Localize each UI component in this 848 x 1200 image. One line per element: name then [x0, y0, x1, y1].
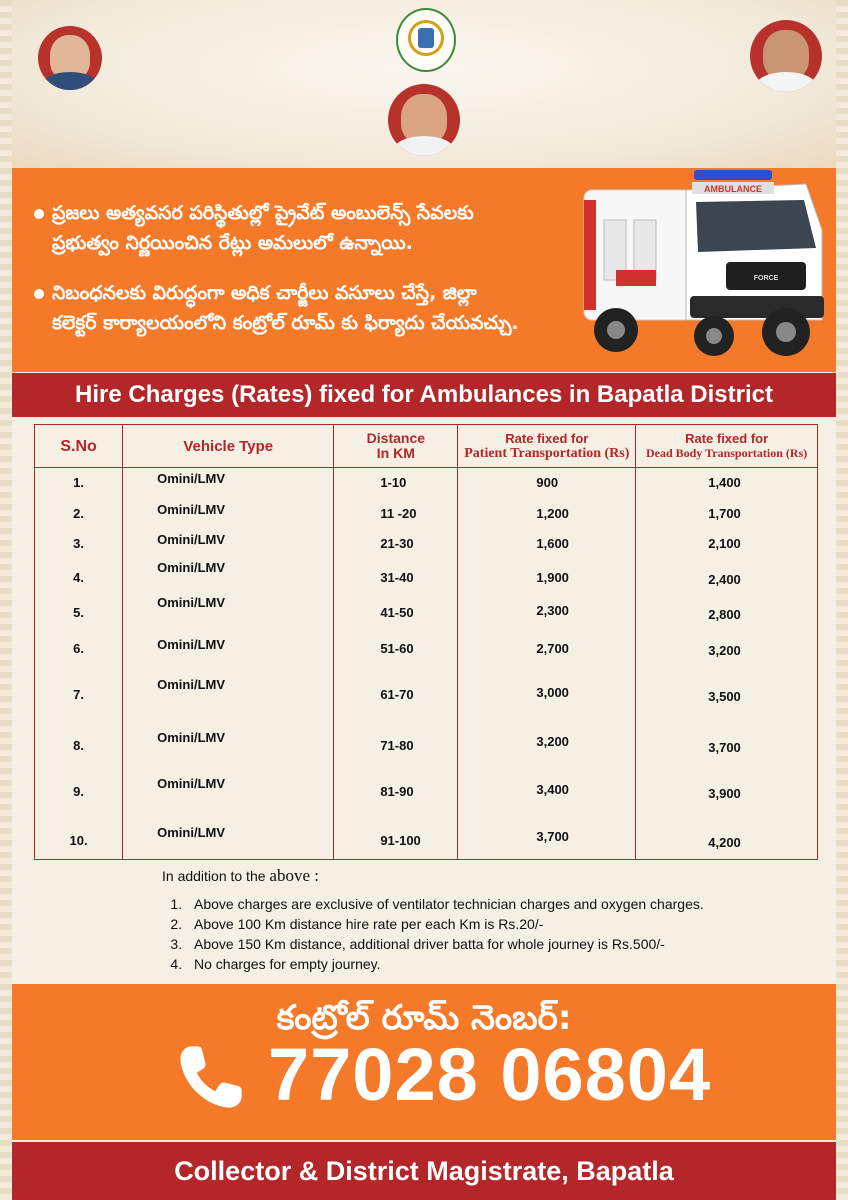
row-sno: 8.	[73, 738, 84, 754]
row-vehicle-type: Omini/LMV	[157, 594, 226, 610]
row-deadbody-rate: 1,400	[708, 475, 741, 491]
notes-section	[162, 866, 704, 974]
row-distance: 81-90	[380, 784, 414, 800]
row-sno: 1.	[73, 475, 84, 491]
row-patient-rate: 1,900	[536, 569, 569, 585]
row-vehicle-type: Omini/LMV	[157, 677, 226, 693]
notes-intro-prefix: In addition to the	[162, 868, 266, 884]
row-distance: 11 -20	[380, 505, 417, 521]
row-sno: 6.	[73, 640, 84, 656]
row-patient-rate: 3,700	[536, 828, 569, 844]
footer-authority: Collector & District Magistrate, Bapatla	[12, 1142, 836, 1200]
row-sno: 3.	[73, 536, 84, 552]
row-deadbody-rate: 2,400	[708, 571, 741, 587]
control-room-label: కంట్రోల్ రూమ్ నెంబర్:	[276, 998, 572, 1038]
row-vehicle-type: Omini/LMV	[157, 471, 226, 487]
page-title: Hire Charges (Rates) fixed for Ambulances in Bapatla District	[12, 373, 836, 417]
header	[12, 0, 836, 168]
header-distance-l2: In KM	[376, 445, 415, 461]
row-patient-rate: 1,200	[536, 505, 569, 521]
table-row	[35, 559, 818, 592]
row-deadbody-rate: 2,100	[708, 536, 741, 552]
table-header-row	[35, 425, 818, 468]
header-patient-rate	[458, 425, 636, 468]
row-vehicle-type: Omini/LMV	[157, 776, 226, 792]
row-sno: 5.	[73, 604, 84, 620]
note-item: 1. Above charges are exclusive of ventilator technician charges and oxygen charges.	[186, 894, 704, 914]
notes-intro	[162, 866, 704, 886]
row-patient-rate: 1,600	[536, 536, 569, 552]
row-patient-rate: 2,300	[536, 602, 569, 618]
notice-bullet-1-line2: ప్రభుత్వం నిర్ణయించిన రేట్లు అమలులో ఉన్నాయి.	[52, 232, 413, 254]
notice-bullet-2-line2: కలెక్టర్ కార్యాలయంలోని కంట్రోల్ రూమ్ కు ఫిర్యాదు చేయవచ్చు.	[52, 312, 519, 334]
header-distance-l1: Distance	[366, 430, 426, 446]
table-row	[35, 814, 818, 860]
rates-table	[34, 424, 818, 860]
row-vehicle-type: Omini/LMV	[157, 559, 226, 575]
table-row	[35, 592, 818, 629]
decorative-border-right	[836, 0, 848, 1200]
row-vehicle-type: Omini/LMV	[157, 730, 226, 746]
row-distance: 51-60	[380, 640, 414, 656]
state-emblem-icon	[396, 8, 456, 72]
header-patient-rate-l1: Rate fixed for	[505, 431, 589, 446]
note-item: 4. No charges for empty journey.	[186, 954, 704, 974]
row-vehicle-type: Omini/LMV	[157, 636, 226, 652]
header-deadbody-rate-l1: Rate fixed for	[685, 431, 769, 446]
row-vehicle-type: Omini/LMV	[157, 501, 226, 517]
notice-bullet-2-line1: నిబంధనలకు విరుద్ధంగా అధిక చార్జీలు వసూలు చేస్తే, జిల్లా	[52, 282, 477, 304]
row-sno: 9.	[73, 784, 84, 800]
header-deadbody-rate-l2: Dead Body Transportation (Rs)	[646, 446, 808, 460]
leader-portrait-center	[388, 84, 460, 156]
row-patient-rate: 3,000	[536, 685, 569, 701]
ambulance-image	[576, 170, 828, 366]
row-deadbody-rate: 3,200	[708, 642, 741, 658]
phone-icon	[176, 1042, 246, 1112]
table-row	[35, 498, 818, 528]
notice-bullet-2	[34, 278, 519, 338]
row-sno: 7.	[73, 687, 84, 703]
ambulance-bumper-text: FORCE	[753, 275, 779, 282]
table-row	[35, 668, 818, 718]
decorative-border-left	[0, 0, 12, 1200]
row-sno: 10.	[69, 832, 88, 848]
contact-band	[12, 984, 836, 1140]
row-deadbody-rate: 4,200	[708, 834, 741, 850]
row-patient-rate: 3,400	[536, 782, 569, 798]
row-deadbody-rate: 1,700	[708, 505, 741, 521]
notes-list	[162, 894, 704, 974]
ambulance-sign-text: AMBULANCE	[704, 184, 762, 194]
row-sno: 2.	[73, 505, 84, 521]
header-distance	[334, 425, 458, 468]
row-patient-rate: 3,200	[536, 734, 569, 750]
row-distance: 1-10	[380, 475, 407, 491]
note-item: 2. Above 100 Km distance hire rate per each Km is Rs.20/-	[186, 914, 704, 934]
row-patient-rate: 2,700	[536, 640, 569, 656]
row-deadbody-rate: 3,700	[708, 740, 741, 756]
header-deadbody-rate	[636, 425, 818, 468]
row-deadbody-rate: 2,800	[708, 606, 741, 622]
row-distance: 91-100	[380, 832, 421, 848]
row-distance: 71-80	[380, 738, 414, 754]
header-patient-rate-l2: Patient Transportation (Rs)	[464, 446, 630, 461]
header-vehicle-type: Vehicle Type	[123, 425, 334, 468]
row-deadbody-rate: 3,900	[708, 786, 741, 802]
row-vehicle-type: Omini/LMV	[157, 824, 226, 840]
leader-portrait-left	[38, 26, 102, 90]
row-distance: 41-50	[380, 604, 414, 620]
note-item: 3. Above 150 Km distance, additional driver batta for whole journey is Rs.500/-	[186, 934, 704, 954]
row-sno: 4.	[73, 569, 84, 585]
table-row	[35, 718, 818, 766]
notice-bullet-1	[34, 198, 474, 258]
table-row	[35, 528, 818, 558]
control-room-phone[interactable]: 77028 06804	[268, 1033, 712, 1116]
notes-intro-suffix: above :	[269, 866, 319, 885]
row-distance: 21-30	[380, 536, 414, 552]
header-sno: S.No	[35, 425, 123, 468]
row-deadbody-rate: 3,500	[708, 689, 741, 705]
row-vehicle-type: Omini/LMV	[157, 532, 226, 548]
leader-portrait-right	[750, 20, 822, 92]
table-row	[35, 468, 818, 498]
notice-bullet-1-line1: ప్రజలు అత్యవసర పరిస్థితుల్లో ప్రైవేట్ అంబులెన్స్ సేవలకు	[52, 202, 474, 224]
table-row	[35, 766, 818, 814]
table-row	[35, 629, 818, 668]
row-distance: 61-70	[380, 687, 414, 703]
row-distance: 31-40	[380, 569, 414, 585]
row-patient-rate: 900	[536, 475, 559, 491]
